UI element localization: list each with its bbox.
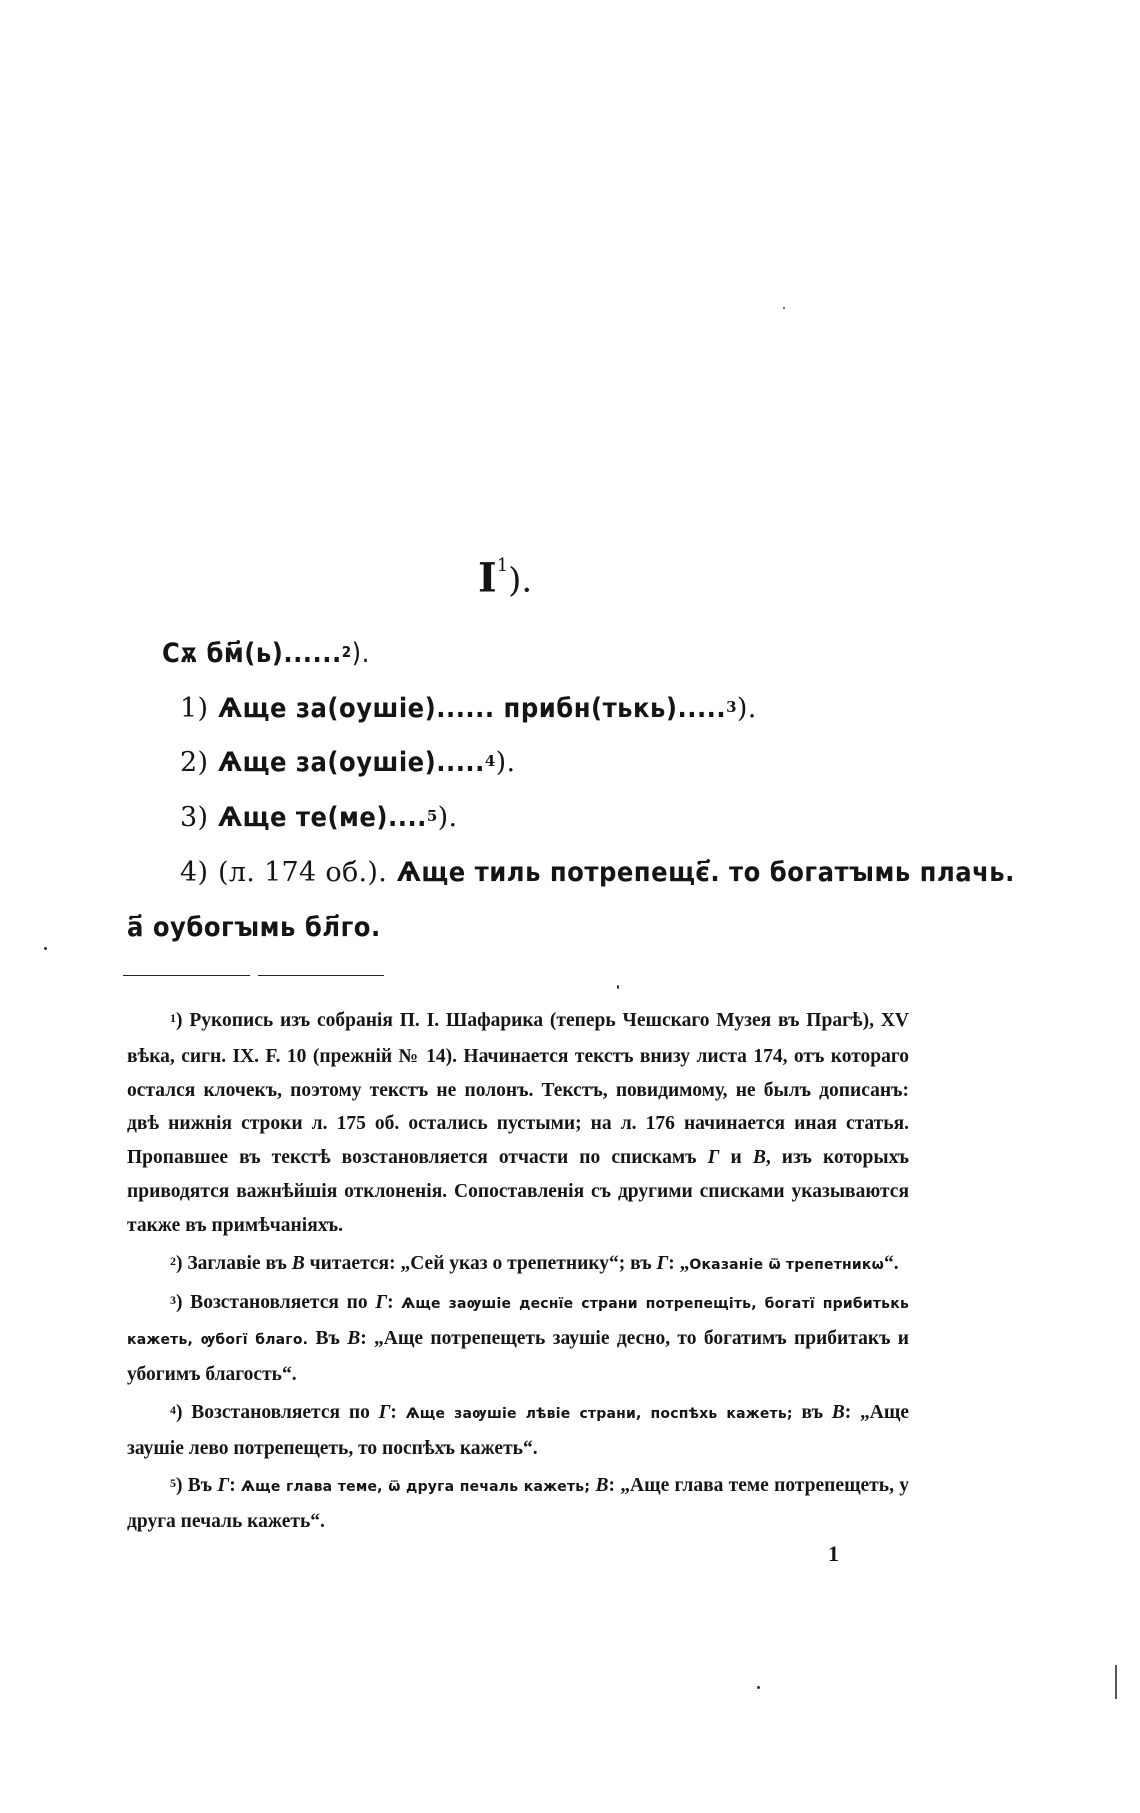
footnote-ref: 3	[726, 698, 737, 716]
paper-speck	[44, 947, 47, 950]
footnote-text: : „	[668, 1252, 690, 1274]
text-line-4	[180, 853, 1015, 893]
footnote-4	[127, 1396, 909, 1466]
footnote-text: въ	[792, 1401, 832, 1423]
footnote-text: и	[719, 1147, 753, 1169]
line-tail: ).	[437, 802, 458, 833]
line-text: Ѧще те(ме)....	[218, 802, 427, 833]
siglum-g: Г	[707, 1147, 720, 1169]
siglum-g: Г	[217, 1475, 230, 1497]
siglum-v: В	[595, 1475, 609, 1497]
footnote-text: :	[390, 1401, 406, 1423]
heading-close: ).	[508, 560, 533, 601]
folio-reference: (л. 174 об.).	[218, 857, 388, 888]
footnote-text: ) Возстановляется по	[176, 1401, 379, 1423]
footnote-3	[127, 1286, 909, 1391]
footnote-text: ) Въ	[176, 1475, 218, 1497]
footnote-1	[127, 1004, 909, 1243]
paper-speck	[617, 985, 619, 989]
footnote-text: ) Возстановляется по	[176, 1292, 376, 1314]
line-tail: ).	[736, 693, 757, 724]
siglum-g: Г	[656, 1252, 669, 1274]
line-text: Ѧще тиль потрепещє҃. то богатꙑмь плачь.	[396, 857, 1015, 888]
footnote-text: : „Аще потрепещеть заушіе десно, то богатимъ прибитакъ и убогимъ благость“.	[127, 1328, 909, 1385]
footnote-ref: 5	[426, 807, 438, 825]
footnote-marker: 2	[170, 1253, 176, 1268]
text-line-title	[162, 634, 370, 677]
footnote-text: ) Рукопись изъ собранія П. I. Шафарика (теперь Чешскаго Музея въ Прагѣ), XV вѣка, сигн. IX. F. 10 (прежній № 14). Начинается текстъ внизу листа 174, отъ котораго остался клочекъ, поэтому текстъ не полонъ. Текстъ, повидимому, не былъ дописанъ: двѣ нижнія строки л. 175 об. остались пустыми; на л. 176 начинается иная статья. Пропавшее въ текстѣ возстановляется отчасти по спискамъ	[127, 1010, 909, 1169]
footnote-text: читается: „Сей указ о трепетнику“; въ	[304, 1252, 657, 1274]
church-slavonic-quote: Оказаніе ѿ трепетникѡ	[689, 1256, 884, 1273]
footnote-text: :	[229, 1475, 242, 1497]
footnote-ref: 2	[341, 643, 352, 661]
siglum-g: Г	[378, 1401, 391, 1423]
text-line-5	[127, 908, 381, 948]
text-line-3	[180, 798, 457, 841]
siglum-v: В	[291, 1252, 305, 1274]
line-number: 2)	[180, 747, 209, 778]
footnote-separator-right	[258, 975, 384, 976]
paper-speck	[757, 1686, 760, 1689]
footnote-ref: 4	[484, 752, 496, 770]
footnote-text: : „Аще заушіе лево потрепещеть, то поспѣхъ кажеть“.	[127, 1401, 909, 1459]
siglum-v: В	[831, 1401, 845, 1423]
footnote-text: : „Аще глава теме потрепещеть, у друга печаль кажеть“.	[127, 1475, 909, 1533]
church-slavonic-quote: Ѧще заѹшіе лѣвіе страни, поспѣхь кажеть;	[405, 1405, 793, 1422]
footnote-text: “.	[883, 1252, 899, 1274]
footnote-marker: 4	[170, 1402, 176, 1417]
line-tail: ).	[495, 747, 516, 778]
footnote-separator-left	[123, 975, 250, 976]
line-tail: ).	[351, 638, 370, 669]
section-heading	[478, 548, 532, 604]
church-slavonic-quote: Ѧще заѹшіе деснїе страни потрепещіть, богатї прибитькь кажеть, ѹбогї благо.	[127, 1296, 909, 1349]
footnote-marker: 3	[170, 1293, 176, 1308]
line-text: Ѧще за(оушіе).....	[218, 747, 485, 778]
section-numeral: I	[478, 554, 497, 602]
footnote-2	[127, 1247, 909, 1283]
text-line-2	[180, 743, 515, 786]
siglum-v: В	[752, 1147, 766, 1169]
line-text: Сѫ бм҃(ь)......	[162, 638, 342, 669]
heading-footnote-marker: 1	[496, 555, 509, 576]
line-number: 4)	[180, 857, 209, 888]
siglum-v: В	[347, 1328, 361, 1350]
page-number: 1	[828, 1541, 839, 1566]
scan-edge-mark	[1115, 1665, 1117, 1699]
line-number: 3)	[180, 802, 209, 833]
line-text: а҃ оубогꙑмь бл҃го.	[127, 912, 381, 943]
church-slavonic-quote: Ѧще глава теме, ѿ друга печаль кажеть;	[241, 1479, 591, 1496]
footnote-text: , изъ которыхъ приводятся важнѣйшія отклоненія. Сопоставленія съ другими списками указываются также въ примѣчаніяхъ.	[127, 1147, 909, 1236]
line-number: 1)	[180, 693, 209, 724]
footnotes	[127, 1004, 909, 1543]
text-line-1	[180, 689, 757, 732]
footnote-5	[127, 1469, 909, 1539]
paper-speck	[783, 307, 785, 309]
footnote-marker: 5	[170, 1476, 176, 1491]
footnote-text: Въ	[308, 1328, 348, 1350]
footnote-text: :	[387, 1292, 402, 1314]
siglum-g: Г	[375, 1292, 388, 1314]
line-text: Ѧще за(оушіе)...... прибн(тькь).....	[218, 693, 727, 724]
footnote-marker: 1	[170, 1011, 176, 1025]
footnote-text: ) Заглавіе въ	[176, 1252, 292, 1274]
